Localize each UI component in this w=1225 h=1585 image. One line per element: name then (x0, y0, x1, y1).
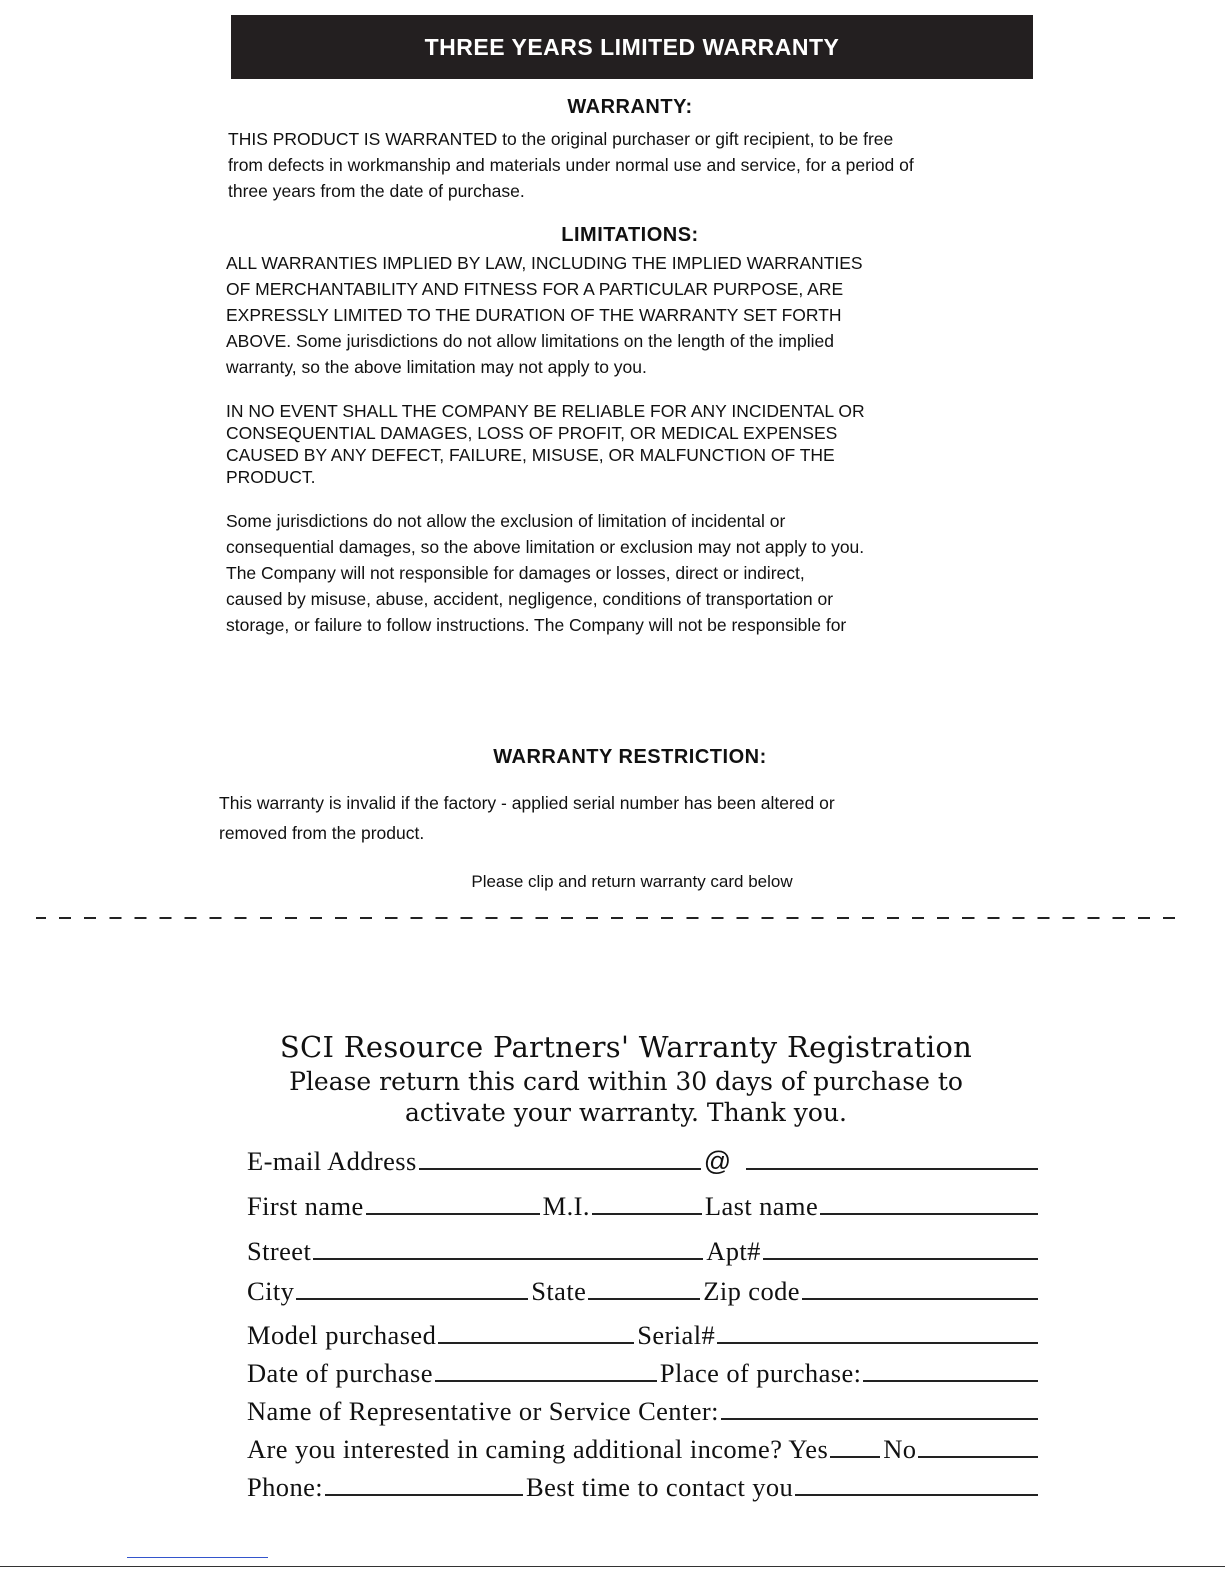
zip-field[interactable] (802, 1298, 1038, 1300)
place-label: Place of purchase: (659, 1358, 862, 1388)
first-name-field[interactable] (366, 1213, 540, 1215)
date-field[interactable] (435, 1380, 657, 1382)
mi-label: M.I. (542, 1191, 590, 1221)
text-line: EXPRESSLY LIMITED TO THE DURATION OF THE WARRANTY SET FORTH (226, 305, 842, 325)
city-field[interactable] (296, 1298, 528, 1300)
text-line: ABOVE. Some jurisdictions do not allow limitations on the length of the implied (226, 331, 834, 351)
no-field[interactable] (918, 1456, 1038, 1458)
warranty-heading: WARRANTY: (567, 96, 693, 118)
representative-row (247, 1396, 1041, 1427)
footer-rule (0, 1566, 1225, 1567)
yes-field[interactable] (830, 1456, 880, 1458)
text-line: CONSEQUENTIAL DAMAGES, LOSS OF PROFIT, OR MEDICAL EXPENSES (226, 423, 838, 443)
first-name-label: First name (247, 1191, 364, 1221)
restriction-paragraph (219, 788, 1039, 848)
apt-label: Apt# (706, 1236, 761, 1266)
model-label: Model purchased (247, 1320, 437, 1350)
city-label: City (247, 1276, 295, 1306)
street-row (247, 1236, 1041, 1267)
apt-field[interactable] (763, 1258, 1038, 1260)
text-line: CAUSED BY ANY DEFECT, FAILURE, MISUSE, OR MALFUNCTION OF THE (226, 445, 835, 465)
phone-row (247, 1472, 1041, 1503)
warranty-paragraph (228, 126, 1048, 204)
no-label: No (883, 1434, 917, 1464)
registration-subtitle-line-2: activate your warranty. Thank you. (405, 1098, 847, 1127)
email-domain-field[interactable] (746, 1168, 1038, 1170)
name-row (247, 1191, 1041, 1222)
email-label: E-mail Address (247, 1146, 417, 1176)
city-row (247, 1276, 1041, 1307)
text-line: three years from the date of purchase. (228, 181, 525, 201)
email-row (247, 1146, 1041, 1177)
registration-subtitle-line-1: Please return this card within 30 days of purchase to (289, 1067, 963, 1096)
at-sign: @ (703, 1146, 732, 1176)
place-field[interactable] (863, 1380, 1038, 1382)
zip-label: Zip code (703, 1276, 800, 1306)
street-field[interactable] (313, 1258, 703, 1260)
purchase-row (247, 1358, 1041, 1389)
last-name-field[interactable] (820, 1213, 1038, 1215)
income-label: Are you interested in caming additional income? Yes (247, 1434, 829, 1464)
phone-label: Phone: (247, 1472, 324, 1502)
limitations-paragraph-1 (226, 250, 1046, 380)
last-name-label: Last name (704, 1191, 819, 1221)
text-line: IN NO EVENT SHALL THE COMPANY BE RELIABLE FOR ANY INCIDENTAL OR (226, 401, 865, 421)
text-line: from defects in workmanship and materials under normal use and service, for a period of (228, 155, 914, 175)
best-time-field[interactable] (795, 1494, 1038, 1496)
phone-field[interactable] (325, 1494, 523, 1496)
representative-field[interactable] (721, 1418, 1038, 1420)
serial-label: Serial# (637, 1320, 716, 1350)
text-line: removed from the product. (219, 823, 425, 843)
limitations-paragraph-2 (226, 400, 1046, 488)
best-time-label: Best time to contact you (526, 1472, 794, 1502)
cut-line-divider (36, 917, 1185, 919)
text-line: Some jurisdictions do not allow the exclusion of limitation of incidental or (226, 511, 786, 531)
serial-field[interactable] (717, 1342, 1038, 1344)
state-field[interactable] (588, 1298, 700, 1300)
model-field[interactable] (438, 1342, 634, 1344)
income-row (247, 1434, 1041, 1465)
model-row (247, 1320, 1041, 1351)
text-line: PRODUCT. (226, 467, 316, 487)
date-label: Date of purchase (247, 1358, 433, 1388)
limitations-paragraph-3 (226, 508, 1046, 638)
email-user-field[interactable] (419, 1168, 701, 1170)
text-line: storage, or failure to follow instructions. The Company will not be responsible for (226, 615, 847, 635)
warranty-banner: THREE YEARS LIMITED WARRANTY (231, 15, 1033, 79)
registration-title: SCI Resource Partners' Warranty Registration (279, 1030, 973, 1064)
text-line: The Company will not responsible for damages or losses, direct or indirect, (226, 563, 805, 583)
text-line: THIS PRODUCT IS WARRANTED to the original purchaser or gift recipient, to be free (228, 129, 894, 149)
mi-field[interactable] (592, 1213, 702, 1215)
text-line: consequential damages, so the above limitation or exclusion may not apply to you. (226, 537, 865, 557)
text-line: OF MERCHANTABILITY AND FITNESS FOR A PARTICULAR PURPOSE, ARE (226, 279, 844, 299)
street-label: Street (247, 1236, 312, 1266)
footer-link-underline (127, 1557, 268, 1558)
text-line: caused by misuse, abuse, accident, negligence, conditions of transportation or (226, 589, 834, 609)
state-label: State (531, 1276, 587, 1306)
restriction-heading: WARRANTY RESTRICTION: (493, 746, 767, 768)
text-line: warranty, so the above limitation may not apply to you. (226, 357, 647, 377)
limitations-heading: LIMITATIONS: (561, 224, 699, 246)
text-line: ALL WARRANTIES IMPLIED BY LAW, INCLUDING THE IMPLIED WARRANTIES (226, 253, 863, 273)
representative-label: Name of Representative or Service Center: (247, 1396, 719, 1426)
text-line: This warranty is invalid if the factory - applied serial number has been altered or (219, 793, 835, 813)
clip-instruction: Please clip and return warranty card below (471, 872, 793, 891)
